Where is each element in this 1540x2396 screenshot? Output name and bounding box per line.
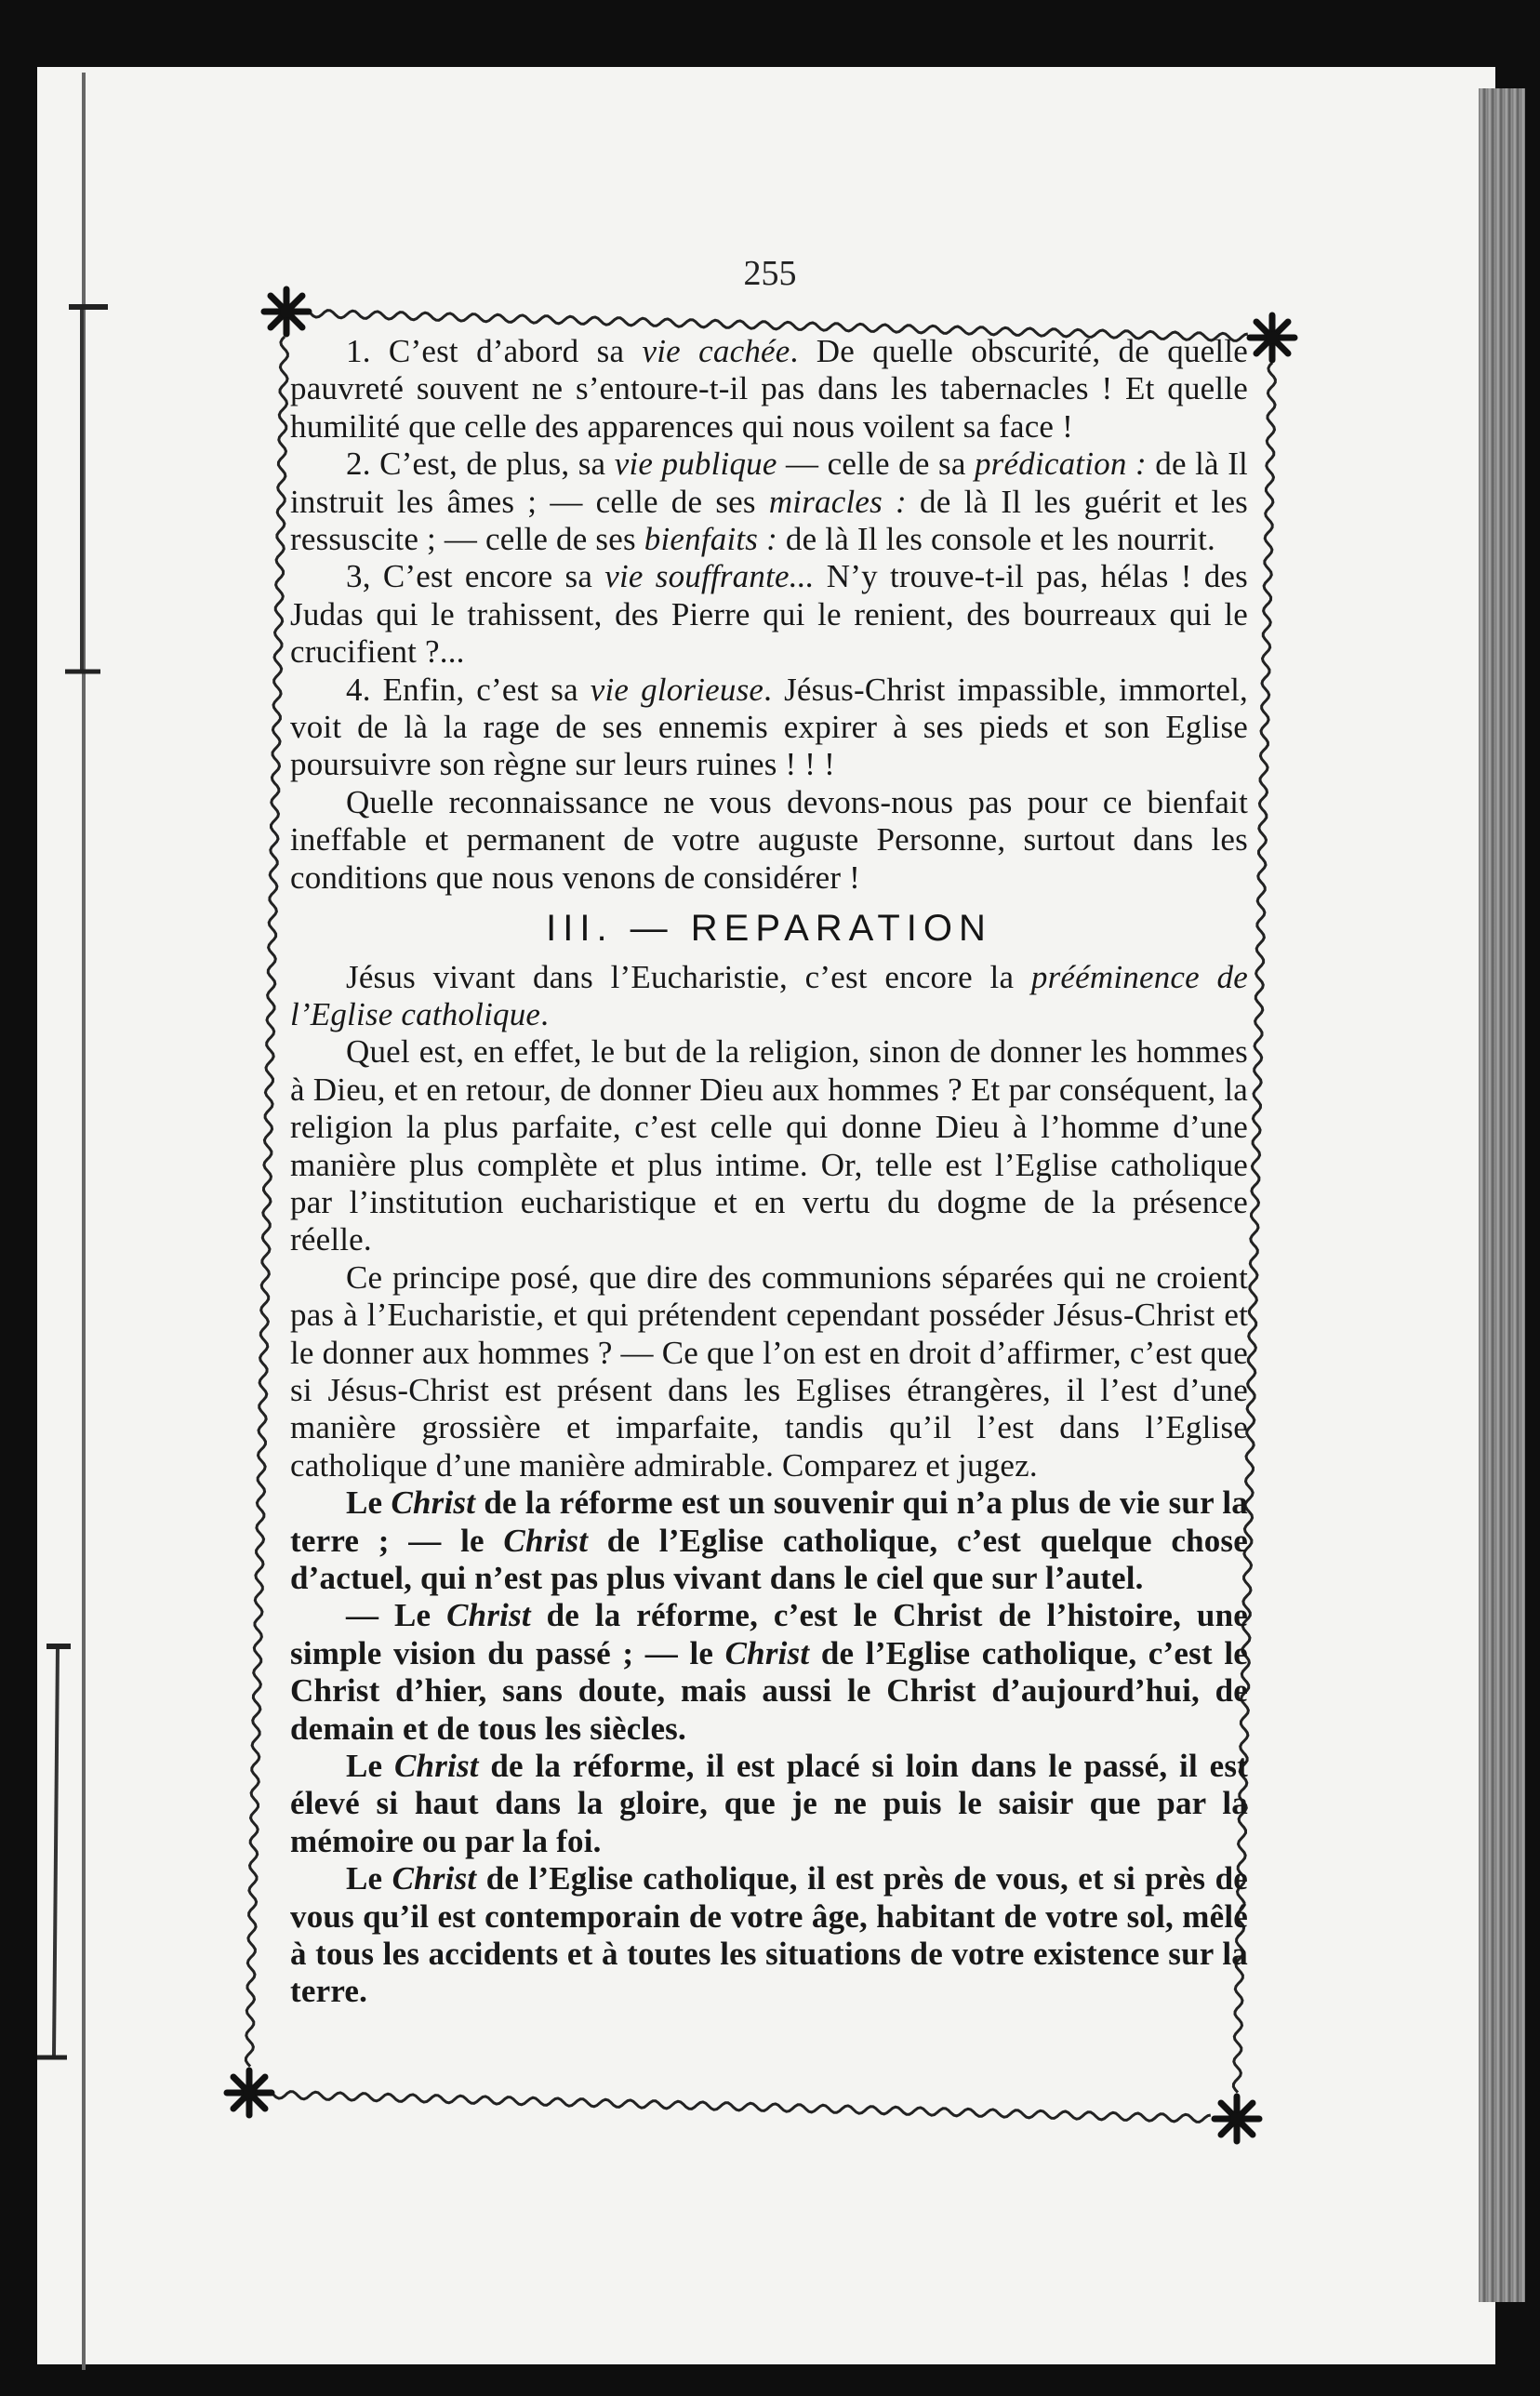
text-run: 3, C’est encore sa	[346, 558, 605, 595]
text-run: Quelle reconnaissance ne vous devons-nous pas pour ce bienfait ineffable et permanent de votre auguste Personne, surtout dans les conditions que nous venons de considérer !	[290, 783, 1248, 896]
paragraph-p12	[290, 1860, 1248, 2011]
text-run: 1. C’est d’abord sa	[346, 333, 643, 369]
italic-run: Christ	[503, 1522, 589, 1559]
text-run: Le	[346, 1484, 392, 1522]
text-run: .	[540, 995, 550, 1032]
text-run: Jésus vivant dans l’Eucharistie, c’est encore la	[346, 958, 1031, 995]
frame-bottom-border	[273, 2092, 1211, 2123]
section-heading: III. — REPARATION	[546, 908, 992, 950]
paragraph-p6	[290, 959, 1248, 1034]
italic-run: Christ	[391, 1484, 476, 1522]
text-run: 4. Enfin, c’est sa	[346, 671, 591, 708]
paragraphs-after	[290, 959, 1248, 2011]
paragraph-p4	[290, 672, 1248, 784]
text-run: Le	[346, 1860, 392, 1897]
frame-left-border	[246, 337, 287, 2067]
text-run: — Le	[346, 1597, 447, 1634]
italic-run: prééminence de l’Eglise catholique	[290, 958, 1248, 1032]
italic-run: prédication :	[974, 446, 1147, 483]
text-run: de l’Eglise catholique, il est près de vous, et si près de vous qu’il est contemporain de votre âge, habitant de votre sol, mêlé à tous les accidents et à toutes les situations de votre existence sur la terre.	[290, 1860, 1249, 2010]
paragraph-p5	[290, 784, 1248, 897]
paragraph-p9	[290, 1484, 1248, 1597]
paragraph-p7	[290, 1033, 1248, 1258]
paragraphs-before	[290, 333, 1248, 897]
text-run: Le	[346, 1748, 394, 1785]
page-number: 255	[743, 254, 797, 293]
asterisk-flower-icon	[227, 2070, 272, 2115]
paragraph-p10	[290, 1597, 1248, 1748]
paragraph-p3	[290, 558, 1248, 671]
italic-run: Christ	[392, 1860, 477, 1897]
italic-run: Christ	[446, 1597, 531, 1634]
paragraph-p8	[290, 1259, 1248, 1484]
page-text	[290, 333, 1248, 2082]
asterisk-flower-icon	[1215, 2096, 1259, 2141]
text-run: de l’Eglise catholique, c’est le Christ d’hier, sans doute, mais aussi le Christ d’aujourd’hui, de demain et de tous les siècles.	[290, 1634, 1248, 1747]
italic-run: miracles :	[768, 483, 907, 520]
text-run: N’y trouve-t-il pas, hélas ! des Judas qui le trahissent, des Pierre qui le renient, des bourreaux qui le crucifient ?...	[290, 558, 1248, 671]
asterisk-flower-icon	[1250, 315, 1294, 360]
italic-run: vie glorieuse	[590, 671, 764, 708]
text-run: de la réforme, il est placé si loin dans le passé, il est élevé si haut dans la gloire, que je ne puis le saisir que par la mémoire ou par la foi.	[290, 1748, 1249, 1859]
text-run: de la réforme, c’est le Christ de l’histoire, une simple vision du passé ; — le	[290, 1597, 1248, 1671]
paragraph-p11	[290, 1748, 1248, 1860]
text-run: — celle de sa	[777, 446, 975, 483]
asterisk-flower-icon	[264, 289, 309, 334]
italic-run: vie cachée	[642, 333, 790, 369]
text-run: Quel est, en effet, le but de la religion, sinon de donner les hommes à Dieu, et en retour, de donner Dieu aux hommes ? Et par conséquent, la religion la plus parfaite, c’est celle qui donne Dieu à l’homme d’une manière plus complète et plus intime. Or, telle est l’Eglise catholique par l’institution eucharistique et en vertu du dogme de la présence réelle.	[290, 1033, 1248, 1258]
text-run: Ce principe posé, que dire des communions séparées qui ne croient pas à l’Eucharistie, et qui prétendent cependant posséder Jésus-Christ et le donner aux hommes ? — Ce que l’on est en droit d’affirmer, c’est que si Jésus-Christ est présent dans les Eglises étrangères, il l’est d’une manière grossière et imparfaite, tandis qu’il l’est dans l’Eglise catholique d’une manière admirable. Comparez et jugez.	[290, 1258, 1248, 1484]
paragraph-p1	[290, 333, 1248, 446]
text-run: de l’Eglise catholique, c’est quelque chose d’actuel, qui n’est pas plus vivant dans le ciel que sur l’autel.	[290, 1522, 1248, 1596]
italic-run: vie souffrante...	[604, 558, 815, 595]
text-run: . De quelle obscurité, de quelle pauvreté souvent ne s’entoure-t-il pas dans les tabernacles ! Et quelle humilité que celle des apparences qui nous voilent sa face !	[290, 333, 1248, 445]
text-run: de là Il les console et les nourrit.	[777, 521, 1215, 558]
text-run: de là Il instruit les âmes ; — celle de ses	[290, 446, 1248, 520]
italic-run: Christ	[724, 1634, 810, 1671]
text-run: . Jésus-Christ impassible, immortel, voit de là la rage de ses ennemis expirer à ses pieds et son Eglise poursuivre son règne sur leurs ruines ! ! !	[290, 671, 1248, 783]
text-run: 2. C’est, de plus, sa	[346, 446, 615, 483]
italic-run: vie publique	[614, 446, 777, 483]
paragraph-p2	[290, 446, 1248, 558]
text-run: de la réforme est un souvenir qui n’a plus de vie sur la terre ; — le	[290, 1484, 1248, 1559]
italic-run: Christ	[393, 1748, 479, 1785]
italic-run: bienfaits :	[644, 521, 777, 558]
text-run: de là Il les guérit et les ressuscite ; — celle de ses	[290, 483, 1248, 558]
